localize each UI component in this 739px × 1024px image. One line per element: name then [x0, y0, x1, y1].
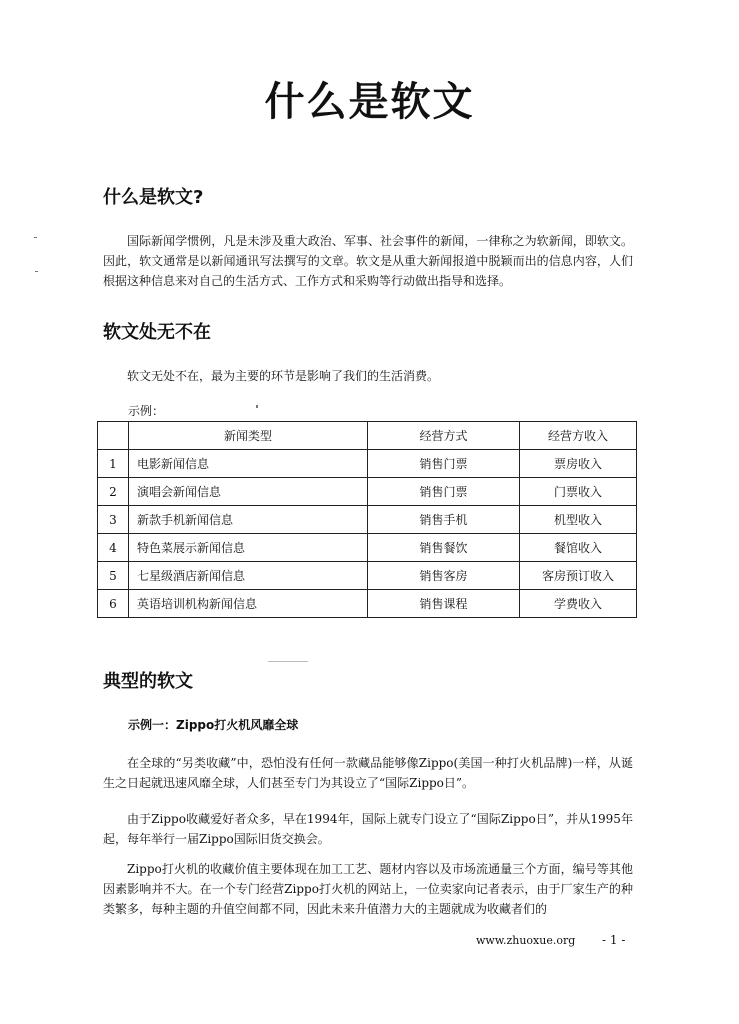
page-number: - 1 -	[602, 933, 626, 947]
row-news-type: 特色菜展示新闻信息	[129, 534, 368, 562]
row-income: 票房收入	[520, 450, 637, 478]
row-number: 6	[98, 590, 129, 618]
row-income: 门票收入	[520, 478, 637, 506]
page-title: 什么是软文	[264, 79, 475, 125]
table-header-row	[98, 422, 637, 450]
table-row	[98, 506, 637, 534]
row-number: 4	[98, 534, 129, 562]
section-heading-everywhere: 软文处无不在	[103, 322, 211, 343]
typical-paragraph-2: 由于Zippo收藏爱好者众多，早在1994年，国际上就专门设立了“国际Zippo日”，并从1995年起，每年举行一届Zippo国际旧货交换会。	[103, 812, 633, 846]
row-news-type: 电影新闻信息	[129, 450, 368, 478]
table-row	[98, 478, 637, 506]
typical-paragraph-3: Zippo打火机的收藏价值主要体现在加工工艺、题材内容以及市场流通量三个方面，编号等其他因素影响并不大。在一个专门经营Zippo打火机的网站上，一位卖家向记者表示，由于厂家生产的种类繁多，每种主题的升值空间都不同，因此未来升值潜力大的主题就成为收藏者们的	[103, 862, 633, 916]
news-type-table	[97, 421, 637, 618]
row-income: 客房预订收入	[520, 562, 637, 590]
scan-speck	[35, 271, 38, 272]
header-index	[98, 422, 129, 450]
what-is-paragraph: 国际新闻学惯例，凡是未涉及重大政治、军事、社会事件的新闻，一律称之为软新闻，即软文。因此，软文通常是以新闻通讯写法撰写的文章。软文是从重大新闻报道中脱颖而出的信息内容，人们根据这种信息来对自己的生活方式、工作方式和采购等行动做出指导和选择。	[103, 234, 633, 288]
row-business-mode: 销售课程	[368, 590, 520, 618]
table-row	[98, 534, 637, 562]
row-business-mode: 销售手机	[368, 506, 520, 534]
row-business-mode: 销售门票	[368, 450, 520, 478]
row-news-type: 七星级酒店新闻信息	[129, 562, 368, 590]
row-number: 1	[98, 450, 129, 478]
table-row	[98, 450, 637, 478]
scan-speck	[268, 661, 308, 662]
header-news-type: 新闻类型	[129, 422, 368, 450]
header-income: 经营方收入	[520, 422, 637, 450]
row-number: 3	[98, 506, 129, 534]
table-row	[98, 562, 637, 590]
everywhere-paragraph: 软文无处不在，最为主要的环节是影响了我们的生活消费。	[127, 369, 440, 383]
row-business-mode: 销售门票	[368, 478, 520, 506]
row-news-type: 新款手机新闻信息	[129, 506, 368, 534]
row-income: 学费收入	[520, 590, 637, 618]
example-one-title: 示例一：Zippo打火机风靡全球	[128, 718, 299, 732]
table-row	[98, 590, 637, 618]
footer-url: www.zhuoxue.org	[476, 934, 576, 947]
row-business-mode: 销售客房	[368, 562, 520, 590]
section-heading-typical: 典型的软文	[103, 671, 193, 692]
scan-speck	[34, 237, 37, 238]
typical-paragraph-1: 在全球的“另类收藏”中，恐怕没有任何一款藏品能够像Zippo(美国一种打火机品牌)一样，从诞生之日起就迅速风靡全球，人们甚至专门为其设立了“国际Zippo日”。	[103, 756, 633, 790]
scan-speck	[256, 405, 258, 408]
row-news-type: 英语培训机构新闻信息	[129, 590, 368, 618]
row-income: 机型收入	[520, 506, 637, 534]
row-business-mode: 销售餐饮	[368, 534, 520, 562]
example-label: 示例：	[128, 404, 165, 418]
row-number: 5	[98, 562, 129, 590]
section-heading-what-is: 什么是软文?	[103, 187, 204, 208]
row-income: 餐馆收入	[520, 534, 637, 562]
header-business-mode: 经营方式	[368, 422, 520, 450]
row-news-type: 演唱会新闻信息	[129, 478, 368, 506]
row-number: 2	[98, 478, 129, 506]
